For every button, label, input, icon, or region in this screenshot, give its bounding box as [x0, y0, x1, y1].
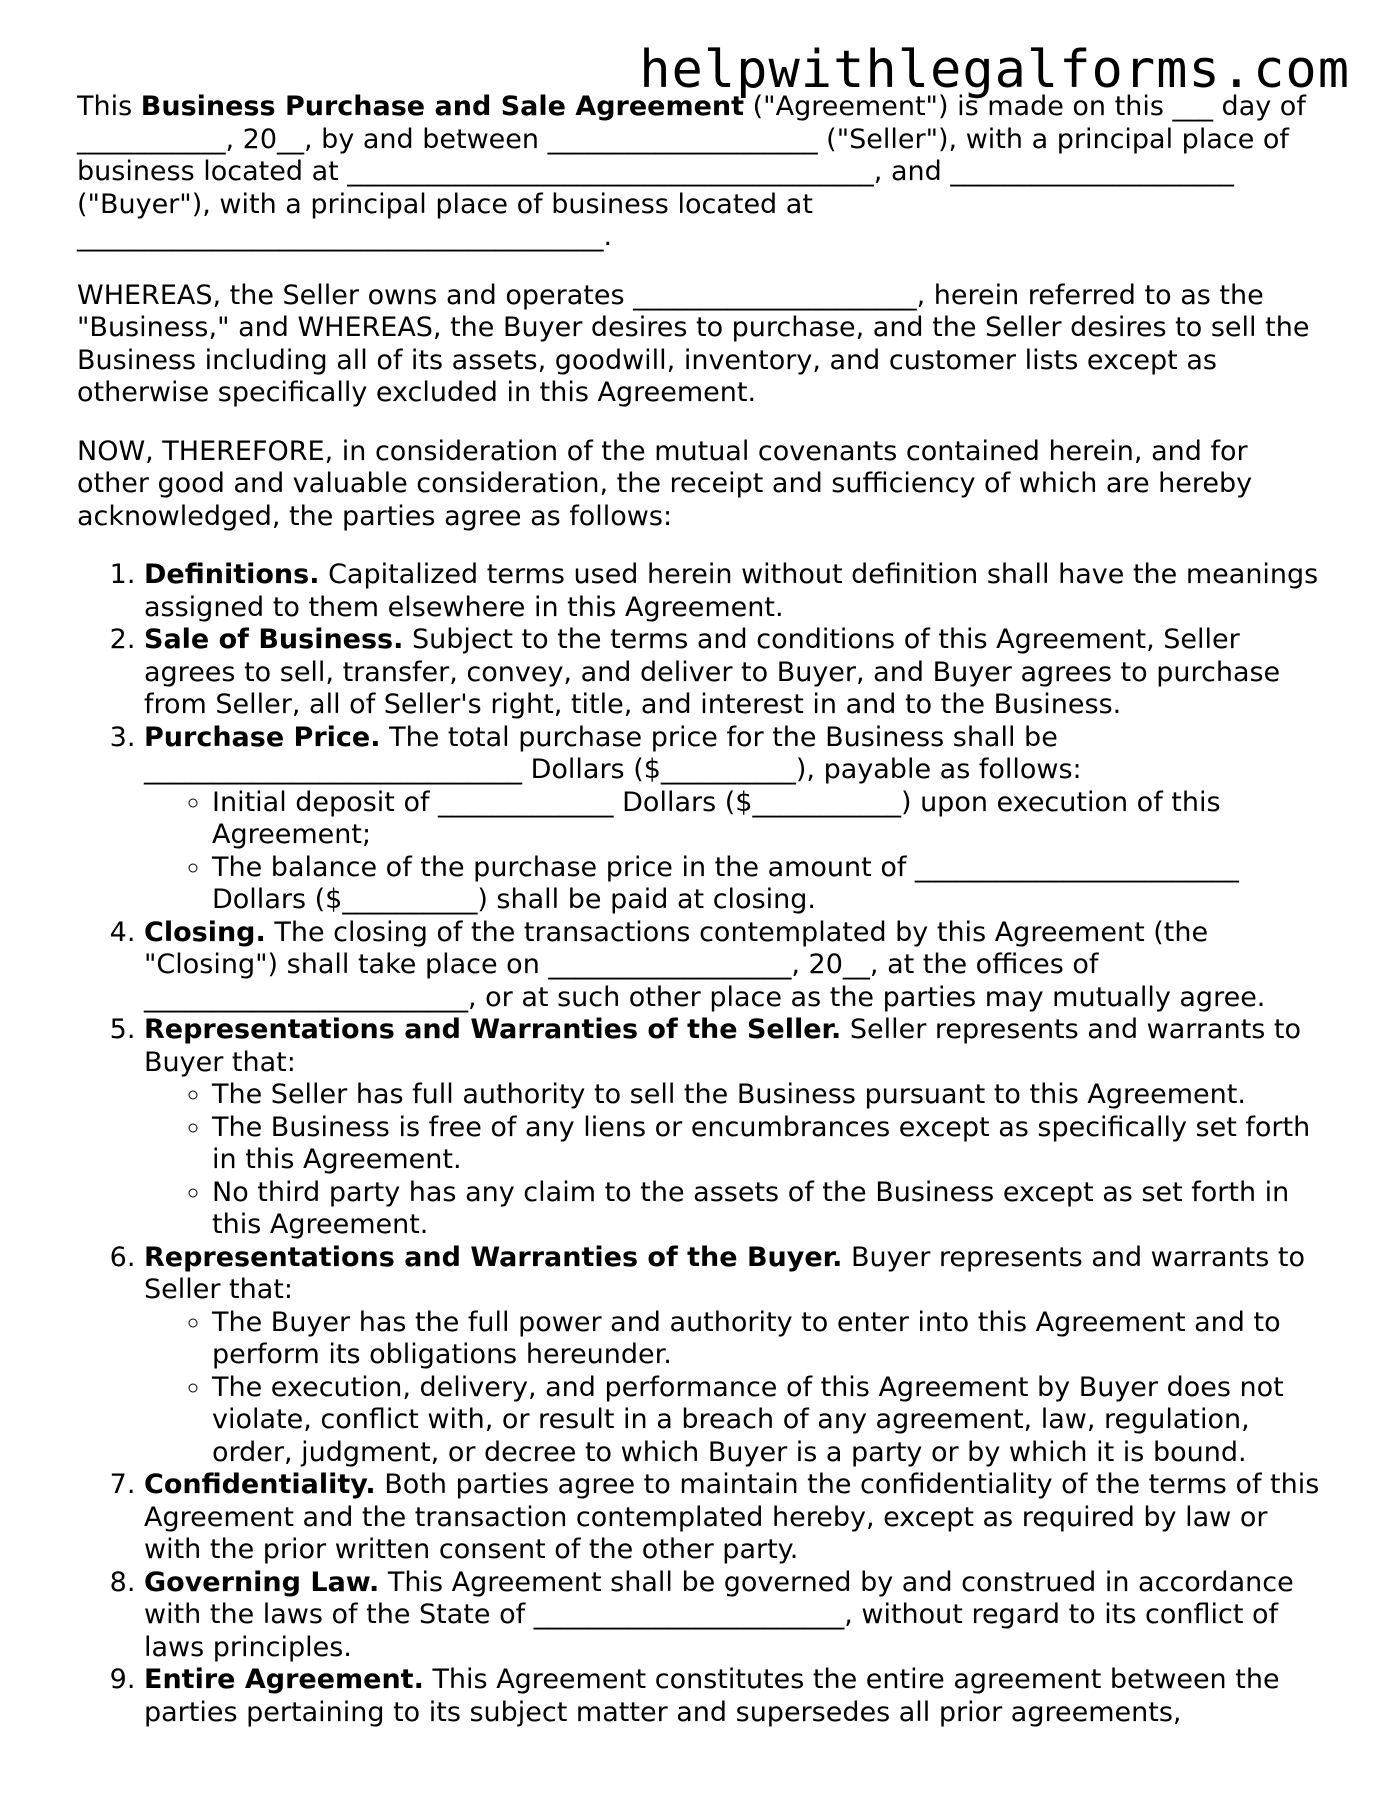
sub-list [144, 1307, 1322, 1470]
section-heading: Governing Law. [144, 1566, 380, 1598]
section-text: The closing of the transactions contemplated by this Agreement (the "Closing") shall take place on __________________, 20__, at the offices of ________________________, or at such other place as the parties may mutually agree. [144, 916, 1266, 1013]
section-text: This Agreement constitutes the entire agreement between the parties pertaining to its subject matter and supersedes all prior agreements, [144, 1664, 1280, 1728]
section-item [144, 559, 1322, 624]
section-item [144, 1469, 1322, 1567]
intro-text-lead: This [77, 91, 141, 122]
sections-list [77, 559, 1322, 1729]
intro-paragraph [77, 91, 1322, 254]
sub-list [144, 1079, 1322, 1242]
agreement-title: Business Purchase and Sale Agreement [140, 91, 745, 122]
section-heading: Purchase Price. [144, 721, 381, 753]
section-item [144, 1014, 1322, 1242]
section-item [144, 722, 1322, 917]
section-item [144, 1664, 1322, 1729]
now-therefore-paragraph: NOW, THEREFORE, in consideration of the mutual covenants contained herein, and for other good and valuable consideration, the receipt and sufficiency of which are hereby acknowledged, the parties agree as follows: [77, 435, 1253, 532]
section-item [144, 624, 1322, 722]
sub-item: ◦ The Buyer has the full power and authority to enter into this Agreement and to perform its obligations hereunder. [212, 1307, 1322, 1372]
section-heading: Closing. [144, 916, 266, 948]
sub-item: ◦ The balance of the purchase price in the amount of ________________________ Dollars ($__________) shall be paid at closing. [212, 852, 1322, 917]
section-heading: Sale of Business. [144, 624, 404, 655]
section-heading: Entire Agreement. [144, 1664, 424, 1695]
section-heading: Representations and Warranties of the Seller. [144, 1014, 842, 1045]
sub-item: ◦ The execution, delivery, and performance of this Agreement by Buyer does not violate, conflict with, or result in a breach of any agreement, law, regulation, order, judgment, or decree to which Buyer is a party or by which it is bound. [212, 1372, 1322, 1470]
section-text: Subject to the terms and conditions of this Agreement, Seller agrees to sell, transfer, convey, and deliver to Buyer, and Buyer agrees to purchase from Seller, all of Seller's right, title, and interest in and to the Business. [144, 624, 1281, 720]
section-item [144, 1242, 1322, 1470]
sub-list [144, 787, 1322, 917]
sub-item: ◦ The Seller has full authority to sell the Business pursuant to this Agreement. [212, 1079, 1322, 1112]
section-text: The total purchase price for the Business shall be ____________________________ Dollars ($__________), payable as follows: [144, 721, 1082, 785]
section-item [144, 1567, 1322, 1665]
sub-item: ◦ No third party has any claim to the assets of the Business except as set forth in this Agreement. [212, 1177, 1322, 1242]
sub-item: ◦ Initial deposit of _____________ Dollars ($___________) upon execution of this Agreement; [212, 787, 1322, 852]
section-text: This Agreement shall be governed by and construed in accordance with the laws of the State of _______________________, without regard to its conflict of laws principles. [144, 1566, 1294, 1663]
section-text: Seller represents and warrants to Buyer that: [144, 1014, 1302, 1078]
intro-text: ("Agreement") is made on this ___ day of ___________, 20__, by and between ____________________ ("Seller"), with a principal place of business located at _______________________________________, and _____________________ ("Buyer"), with a principal place of business located at _______________________________________. [77, 91, 1306, 252]
section-item [144, 917, 1322, 1015]
sub-item: ◦ The Business is free of any liens or encumbrances except as specifically set forth in this Agreement. [212, 1112, 1322, 1177]
section-text: Capitalized terms used herein without definition shall have the meanings assigned to them elsewhere in this Agreement. [144, 559, 1319, 623]
watermark: helpwithlegalforms.com [639, 40, 1350, 100]
section-text: Both parties agree to maintain the confidentiality of the terms of this Agreement and the transaction contemplated hereby, except as required by law or with the prior written consent of the other party. [144, 1469, 1320, 1565]
section-heading: Definitions. [144, 559, 320, 590]
whereas-paragraph: WHEREAS, the Seller owns and operates _____________________, herein referred to as the "Business," and WHEREAS, the Buyer desires to purchase, and the Seller desires to sell the Business including all of its assets, goodwill, inventory, and customer lists except as otherwise specifically excluded in this Agreement. [77, 279, 1310, 408]
section-heading: Representations and Warranties of the Buyer. [144, 1241, 843, 1273]
agreement-body [77, 91, 1322, 1729]
section-heading: Confidentiality. [144, 1469, 376, 1500]
section-text: Buyer represents and warrants to Seller that: [144, 1241, 1306, 1305]
